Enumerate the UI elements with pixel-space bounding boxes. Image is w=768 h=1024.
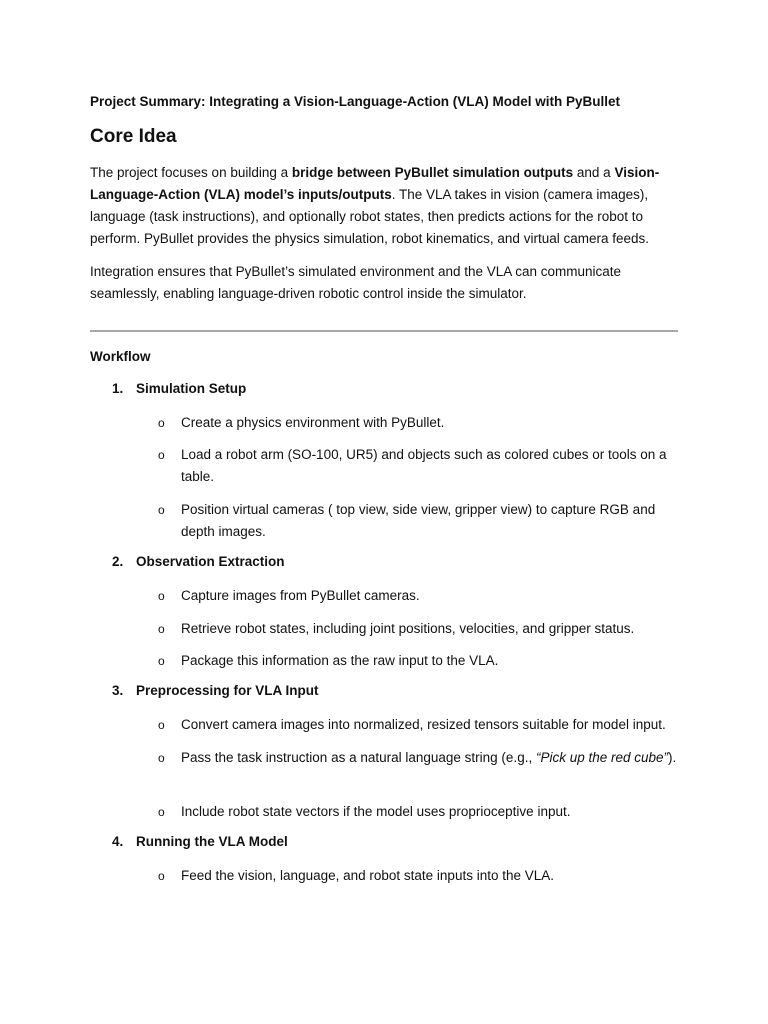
list-item: o Convert camera images into normalized, resized tensors suitable for model input.	[158, 714, 678, 736]
step-number: 1.	[112, 381, 124, 396]
list-item: o Load a robot arm (SO-100, UR5) and objects such as colored cubes or tools on a table.	[158, 444, 678, 488]
step-simulation-setup	[112, 381, 246, 396]
bullet-marker: o	[158, 869, 165, 883]
step-number: 4.	[112, 834, 124, 849]
list-item: o Retrieve robot states, including joint positions, velocities, and gripper status.	[158, 618, 678, 640]
step-title: Simulation Setup	[136, 381, 247, 396]
workflow-heading: Workflow	[90, 349, 151, 364]
step-preprocessing	[112, 683, 319, 698]
list-item: o Pass the task instruction as a natural language string (e.g., “Pick up the red cube”).	[158, 747, 678, 769]
list-item: o Capture images from PyBullet cameras.	[158, 585, 678, 607]
list-item: o Package this information as the raw input to the VLA.	[158, 650, 678, 672]
horizontal-divider	[90, 330, 678, 332]
step-observation-extraction	[112, 554, 285, 569]
bullet-marker: o	[158, 805, 165, 819]
p1-text-c: and a	[573, 165, 615, 180]
document-title: Project Summary: Integrating a Vision-Language-Action (VLA) Model with PyBullet	[90, 94, 621, 109]
step-title: Observation Extraction	[136, 554, 285, 569]
bullet-marker: o	[158, 622, 165, 636]
core-idea-paragraph-1	[90, 162, 680, 250]
bullet-marker: o	[158, 503, 165, 517]
core-idea-paragraph-2: Integration ensures that PyBullet’s simulated environment and the VLA can communicate seamlessly, enabling language-driven robotic control inside the simulator.	[90, 264, 622, 301]
list-item: o Position virtual cameras ( top view, side view, gripper view) to capture RGB and depth images.	[158, 499, 678, 543]
step-number: 2.	[112, 554, 124, 569]
p1-bold-vla: Vision-Language-Action (VLA) model’s inputs/outputs	[90, 165, 660, 202]
core-idea-heading: Core Idea	[90, 126, 177, 147]
bullet-marker: o	[158, 416, 165, 430]
bullet-marker: o	[158, 751, 165, 765]
p1-text-e: . The VLA takes in vision (camera images), language (task instructions), and optionally robot states, then predicts actions for the robot to perform. PyBullet provides the physics simulation, robot kinematics, and virtual camera feeds.	[90, 187, 649, 246]
step-running-vla	[112, 834, 288, 849]
list-item: o Feed the vision, language, and robot state inputs into the VLA.	[158, 865, 678, 887]
bullet-marker: o	[158, 654, 165, 668]
bullet-marker: o	[158, 448, 165, 462]
step-number: 3.	[112, 683, 124, 698]
step-title: Preprocessing for VLA Input	[136, 683, 319, 698]
list-item: o Create a physics environment with PyBullet.	[158, 412, 678, 434]
p1-bold-bridge: bridge between PyBullet simulation outputs	[291, 165, 574, 180]
bullet-marker: o	[158, 718, 165, 732]
step-title: Running the VLA Model	[136, 834, 288, 849]
example-instruction: “Pick up the red cube”	[535, 750, 669, 765]
list-item: o Include robot state vectors if the model uses proprioceptive input.	[158, 801, 678, 823]
p1-text-a: The project focuses on building a	[90, 165, 292, 180]
bullet-marker: o	[158, 589, 165, 603]
